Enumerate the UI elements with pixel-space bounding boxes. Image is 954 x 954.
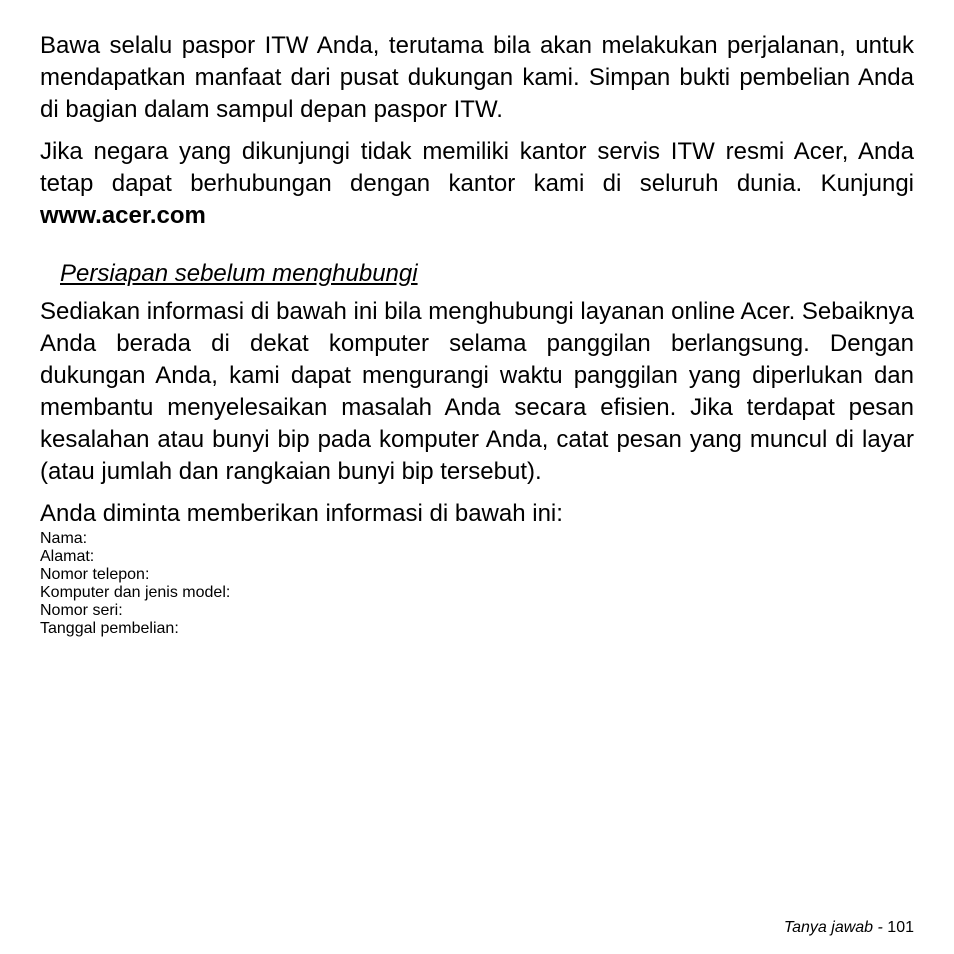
acer-website-link[interactable]: www.acer.com [40, 202, 206, 229]
paragraph-info-request: Anda diminta memberikan informasi di bawah ini: [40, 500, 563, 527]
page-content [40, 30, 914, 638]
section-heading: Persiapan sebelum menghubungi [60, 260, 418, 287]
info-field-purchase-date: Tanggal pembelian: [40, 620, 179, 637]
page-number: 101 [887, 919, 914, 936]
footer-section-title: Tanya jawab - [783, 919, 888, 936]
info-field-phone: Nomor telepon: [40, 566, 150, 583]
info-field-name: Nama: [40, 530, 88, 547]
info-field-list [40, 530, 914, 638]
paragraph-preparation: Sediakan informasi di bawah ini bila menghubungi layanan online Acer. Sebaiknya Anda berada di dekat komputer selama panggilan berlangsung. Dengan dukungan Anda, kami dapat mengurangi waktu panggilan yang diperlukan dan membantu menyelesaikan masalah Anda secara efisien. Jika terdapat pesan kesalahan atau bunyi bip pada komputer Anda, catat pesan yang muncul di layar (atau jumlah dan rangkaian bunyi bip tersebut). [40, 298, 914, 485]
paragraph-passport: Bawa selalu paspor ITW Anda, terutama bila akan melakukan perjalanan, untuk mendapatkan manfaat dari pusat dukungan kami. Simpan bukti pembelian Anda di bagian dalam sampul depan paspor ITW. [40, 32, 914, 123]
info-field-model: Komputer dan jenis model: [40, 584, 231, 601]
paragraph-contact [40, 136, 914, 232]
info-field-serial: Nomor seri: [40, 602, 123, 619]
paragraph-contact-text: Jika negara yang dikunjungi tidak memiliki kantor servis ITW resmi Acer, Anda tetap dapat berhubungan dengan kantor kami di seluruh dunia. Kunjungi [40, 138, 914, 197]
info-field-address: Alamat: [40, 548, 95, 565]
page-footer [784, 918, 914, 938]
